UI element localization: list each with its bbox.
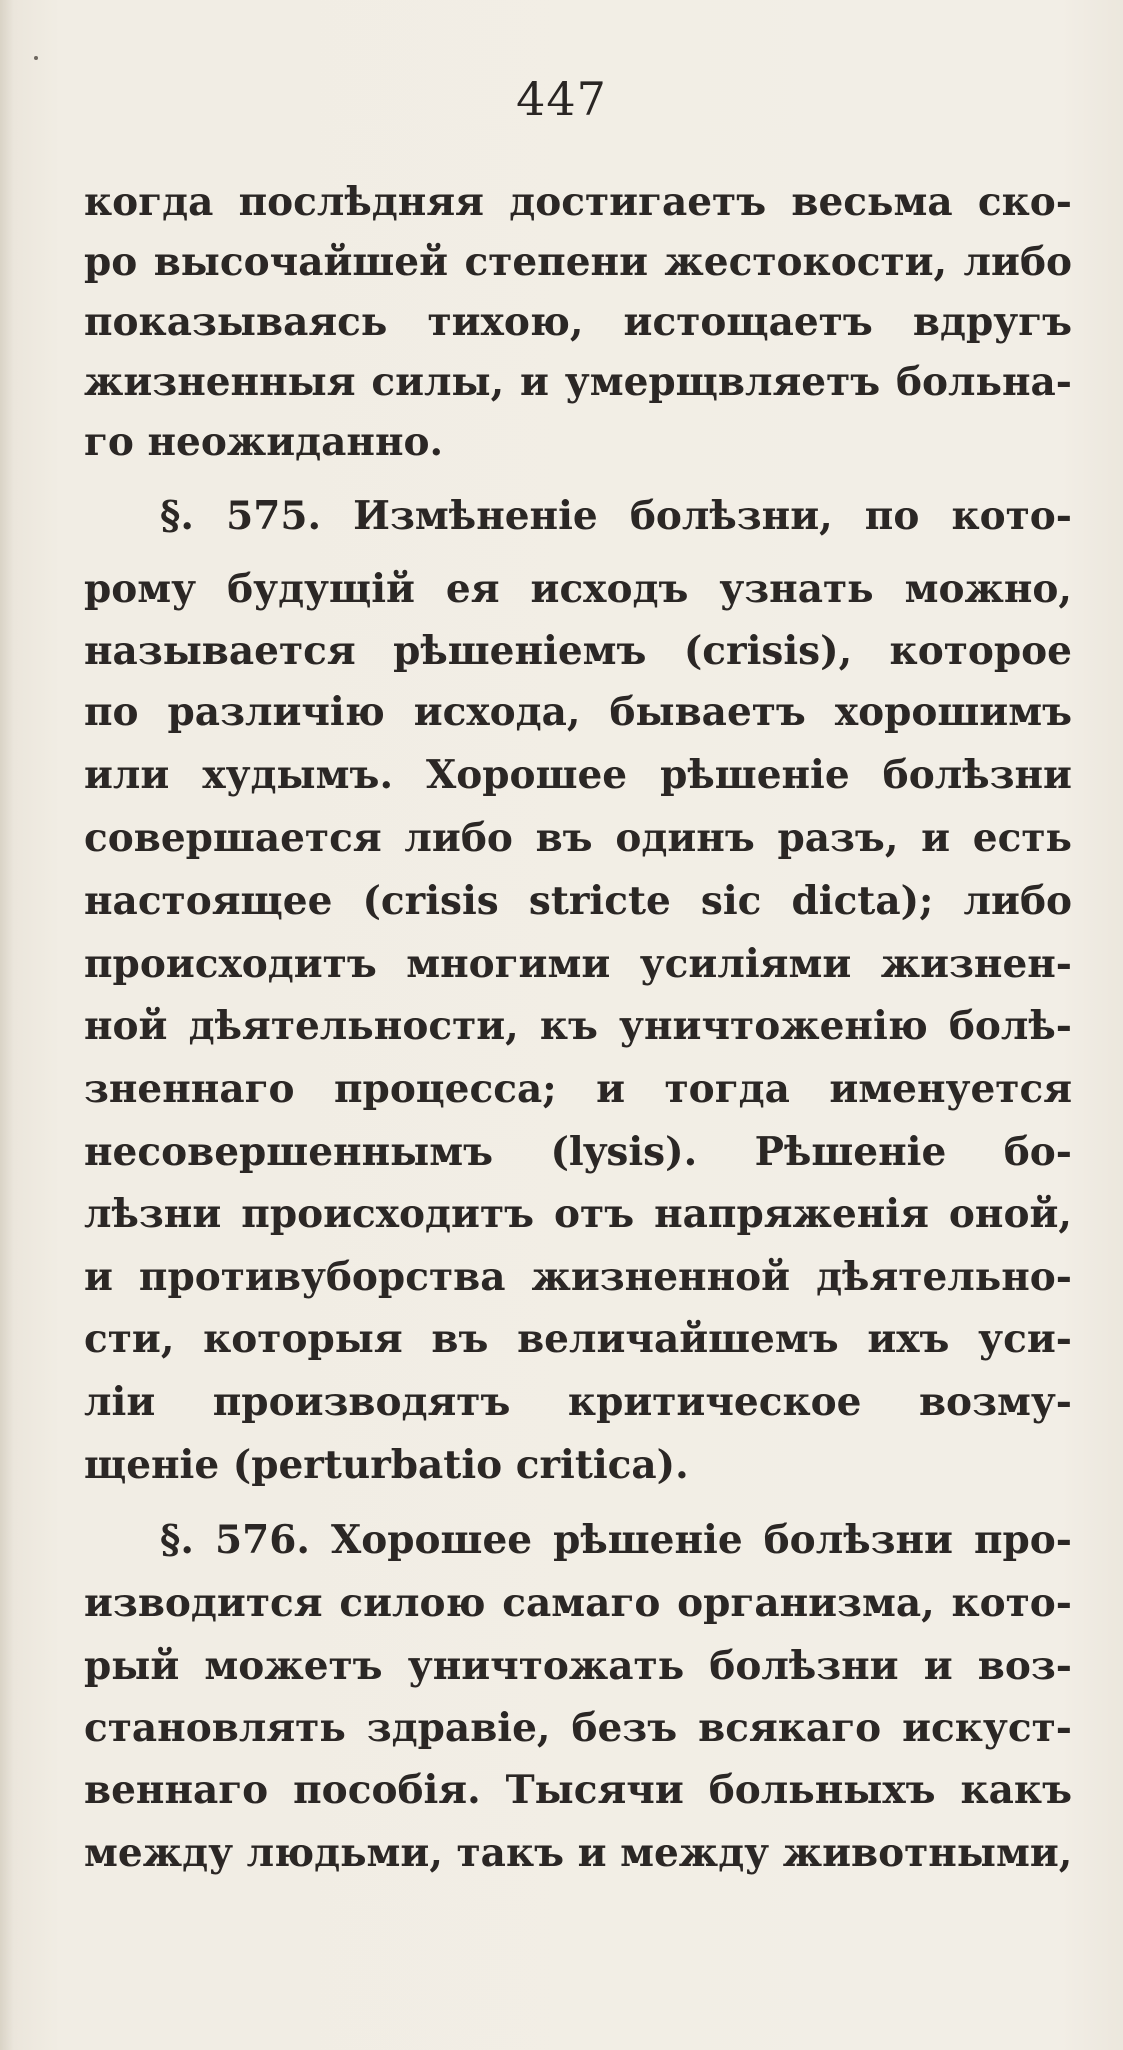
text-line: сти, которыя въ величайшемъ ихъ уси-	[84, 1316, 1072, 1362]
text-line: когда послѣдняя достигаетъ весьма ско-	[84, 179, 1072, 225]
text-line: лѣзни происходитъ отъ напряженія оной,	[84, 1191, 1072, 1237]
text-line: и противуборства жизненной дѣятельно-	[84, 1254, 1072, 1300]
text-line: показываясь тихою, истощаетъ вдругъ	[84, 299, 1072, 345]
text-line: между людьми, такъ и между животными,	[84, 1830, 1072, 1876]
text-line: рый можетъ уничтожать болѣзни и воз-	[84, 1643, 1072, 1689]
text-line: зненнаго процесса; и тогда именуется	[84, 1066, 1072, 1112]
text-line: совершается либо въ одинъ разъ, и есть	[84, 815, 1072, 861]
text-line: по различію исхода, бываетъ хорошимъ	[84, 689, 1072, 735]
text-line: рому будущій ея исходъ узнать можно,	[84, 566, 1072, 612]
text-line: настоящее (crisis stricte sic dicta); либо	[84, 878, 1072, 924]
text-line: несовершеннымъ (lysis). Рѣшеніе бо-	[84, 1129, 1072, 1175]
text-line: становлять здравіе, безъ всякаго искуст-	[84, 1705, 1072, 1751]
text-line: ліи производятъ критическое возму-	[84, 1379, 1072, 1425]
text-line: происходитъ многими усиліями жизнен-	[84, 941, 1072, 987]
text-line: ро высочайшей степени жестокости, либо	[84, 239, 1072, 285]
text-line: §. 575. Измѣненіе болѣзни, по кото-	[160, 493, 1072, 539]
text-line: или худымъ. Хорошее рѣшеніе болѣзни	[84, 752, 1072, 798]
text-line: называется рѣшеніемъ (crisis), которое	[84, 628, 1072, 674]
text-line: го неожиданно.	[84, 419, 444, 465]
text-line: изводится силою самаго организма, кото-	[84, 1580, 1072, 1626]
text-line: веннаго пособія. Тысячи больныхъ какъ	[84, 1767, 1072, 1813]
page-number: 447	[516, 72, 607, 126]
text-line: жизненныя силы, и умерщвляетъ больна-	[84, 359, 1072, 405]
paper-speck	[34, 56, 38, 60]
text-line: щеніе (perturbatio critica).	[84, 1442, 689, 1488]
text-line: ной дѣятельности, къ уничтоженію болѣ-	[84, 1003, 1072, 1049]
text-line: §. 576. Хорошее рѣшеніе болѣзни про-	[160, 1517, 1072, 1563]
